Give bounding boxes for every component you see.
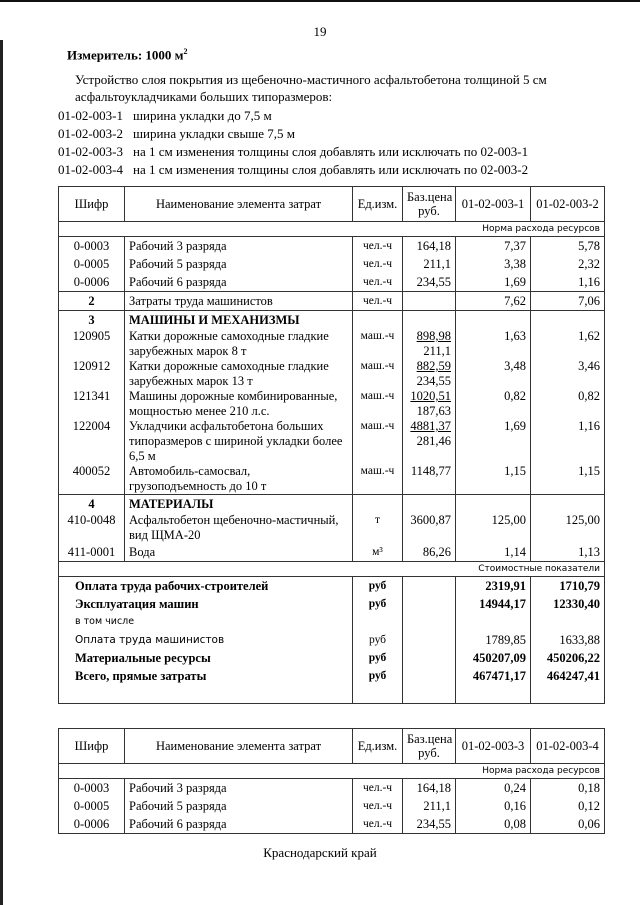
- cost-row: [59, 577, 605, 596]
- row-price: [403, 359, 456, 389]
- row-unit: чел.-ч: [353, 273, 403, 292]
- row-code: 0-0005: [59, 255, 125, 273]
- row-name: Рабочий 5 разряда: [125, 255, 353, 273]
- row-code: 400052: [59, 464, 125, 495]
- col-unit: Ед.изм.: [353, 729, 403, 764]
- table-row: [59, 273, 605, 292]
- row-v1: 1,15: [456, 464, 531, 495]
- row-v1: 3,48: [456, 359, 531, 389]
- row-unit: м³: [353, 543, 403, 562]
- col-price: Баз.цена руб.: [403, 187, 456, 222]
- price-wage: 187,63: [416, 404, 451, 418]
- row-v2: 1,13: [531, 543, 605, 562]
- table-row: [59, 419, 605, 464]
- col-unit: Ед.изм.: [353, 187, 403, 222]
- row-v1: 0,16: [456, 797, 531, 815]
- cost-name: Оплата труда машинистов: [59, 631, 353, 649]
- cost-v2: 12330,40: [531, 595, 605, 613]
- row-name: Автомобиль-самосвал, грузоподъемность до 10 т: [125, 464, 353, 495]
- row-unit: маш.-ч: [353, 419, 403, 464]
- page-number: 19: [313, 24, 327, 39]
- cost-row: [59, 595, 605, 613]
- row-code: 411-0001: [59, 543, 125, 562]
- row-name: Рабочий 3 разряда: [125, 779, 353, 798]
- row-unit: чел.-ч: [353, 815, 403, 834]
- row-name: Асфальтобетон щебеночно-мастичный, вид ЩМА-20: [125, 513, 353, 543]
- row-code: 0-0003: [59, 779, 125, 798]
- col-v2: 01-02-003-4: [531, 729, 605, 764]
- cost-unit: руб: [353, 649, 403, 667]
- cost-row: [59, 667, 605, 685]
- table-row: [59, 389, 605, 419]
- cost-name: Всего, прямые затраты: [59, 667, 353, 685]
- cost-unit: руб: [353, 667, 403, 685]
- cost-name: Материальные ресурсы: [59, 649, 353, 667]
- row-unit: чел.-ч: [353, 237, 403, 256]
- col-v2: 01-02-003-2: [531, 187, 605, 222]
- row-code: 0-0006: [59, 273, 125, 292]
- row-v2: 1,16: [531, 419, 605, 464]
- table-end-row: [59, 685, 605, 704]
- row-code: 120912: [59, 359, 125, 389]
- row-name: Рабочий 6 разряда: [125, 273, 353, 292]
- cost-v1: 450207,09: [456, 649, 531, 667]
- row-v2: 1,16: [531, 273, 605, 292]
- cost-name: Эксплуатация машин: [59, 595, 353, 613]
- row-code: 0-0003: [59, 237, 125, 256]
- cost-v1: 467471,17: [456, 667, 531, 685]
- table-row: [59, 237, 605, 256]
- row-price: 3600,87: [403, 513, 456, 543]
- table-row: [59, 464, 605, 495]
- code: 01-02-003-2: [58, 126, 123, 141]
- row-unit: маш.-ч: [353, 464, 403, 495]
- row-v1: 1,14: [456, 543, 531, 562]
- work-description: Устройство слоя покрытия из щебеночно-мастичного асфальтобетона толщиной 5 см асфальтоукладчиками больших типоразмеров:: [75, 72, 547, 104]
- row-price: 211,1: [403, 255, 456, 273]
- page-footer-region: Краснодарский край: [263, 845, 377, 860]
- code-item: [58, 143, 528, 161]
- row-price: 1148,77: [403, 464, 456, 495]
- price-main: 4881,37: [410, 419, 451, 433]
- cost-row: [59, 631, 605, 649]
- code-text: на 1 см изменения толщины слоя добавлять или исключать по 02-003-2: [133, 162, 529, 177]
- row-unit: чел.-ч: [353, 797, 403, 815]
- col-name: Наименование элемента затрат: [125, 187, 353, 222]
- row-v1: 1,69: [456, 273, 531, 292]
- norm-label: Норма расхода ресурсов: [59, 222, 605, 237]
- code-list: [58, 107, 528, 179]
- section-code: 3: [59, 311, 125, 330]
- row-price: [403, 419, 456, 464]
- table-row: [59, 779, 605, 798]
- price-wage: 234,55: [416, 374, 451, 388]
- row-v1: 125,00: [456, 513, 531, 543]
- row-name: Катки дорожные самоходные гладкие зарубежных марок 13 т: [125, 359, 353, 389]
- table-row: [59, 543, 605, 562]
- scan-edge-left: [0, 40, 3, 905]
- row-price: 164,18: [403, 237, 456, 256]
- row-v1: 0,08: [456, 815, 531, 834]
- row-v2: 1,15: [531, 464, 605, 495]
- code-item: [58, 125, 528, 143]
- row-v2: 1,62: [531, 329, 605, 359]
- row-unit: маш.-ч: [353, 329, 403, 359]
- cost-v1: 14944,17: [456, 595, 531, 613]
- section-title: МАШИНЫ И МЕХАНИЗМЫ: [125, 311, 353, 330]
- row-price: 234,55: [403, 273, 456, 292]
- code-item: [58, 161, 528, 179]
- row-name: Укладчики асфальтобетона больших типоразмеров с шириной укладки более 6,5 м: [125, 419, 353, 464]
- col-price: Баз.цена руб.: [403, 729, 456, 764]
- row-name: Рабочий 5 разряда: [125, 797, 353, 815]
- price-wage: 281,46: [416, 434, 451, 448]
- code-text: ширина укладки свыше 7,5 м: [133, 126, 296, 141]
- row-v2: 0,18: [531, 779, 605, 798]
- section-code: 4: [59, 495, 125, 514]
- section-row-machines: [59, 311, 605, 330]
- machinist-row: [59, 292, 605, 311]
- row-price: 86,26: [403, 543, 456, 562]
- cost-unit: руб: [353, 595, 403, 613]
- row-v2: 125,00: [531, 513, 605, 543]
- table-header: [59, 729, 605, 764]
- measure-sup: 2: [183, 47, 188, 56]
- row-code: 0-0005: [59, 797, 125, 815]
- row-unit: т: [353, 513, 403, 543]
- cost-unit: руб: [353, 577, 403, 596]
- scan-edge-top: [0, 0, 640, 2]
- row-price: 211,1: [403, 797, 456, 815]
- code-text: ширина укладки до 7,5 м: [133, 108, 272, 123]
- row-v1: 7,62: [456, 292, 531, 311]
- price-main: 1020,51: [410, 389, 451, 403]
- cost-name: в том числе: [59, 613, 353, 631]
- col-code: Шифр: [59, 729, 125, 764]
- row-code: 0-0006: [59, 815, 125, 834]
- resource-table-2: [58, 728, 605, 834]
- row-price: 164,18: [403, 779, 456, 798]
- price-main: 898,98: [416, 329, 451, 343]
- row-unit: маш.-ч: [353, 359, 403, 389]
- row-name: Машины дорожные комбинированные, мощностью менее 210 л.с.: [125, 389, 353, 419]
- row-unit: чел.-ч: [353, 255, 403, 273]
- code: 01-02-003-1: [58, 108, 123, 123]
- code-text: на 1 см изменения толщины слоя добавлять или исключать по 02-003-1: [133, 144, 529, 159]
- cost-row: [59, 613, 605, 631]
- cost-v2: 464247,41: [531, 667, 605, 685]
- row-v2: 7,06: [531, 292, 605, 311]
- row-v1: 1,63: [456, 329, 531, 359]
- row-price: 234,55: [403, 815, 456, 834]
- cost-v2: 1710,79: [531, 577, 605, 596]
- row-code: 122004: [59, 419, 125, 464]
- row-v2: 3,46: [531, 359, 605, 389]
- table-row: [59, 815, 605, 834]
- cost-row: [59, 649, 605, 667]
- row-name: Вода: [125, 543, 353, 562]
- row-name: Затраты труда машинистов: [125, 292, 353, 311]
- cost-v1: 1789,85: [456, 631, 531, 649]
- row-v2: 0,06: [531, 815, 605, 834]
- col-v1: 01-02-003-3: [456, 729, 531, 764]
- section-title: МАТЕРИАЛЫ: [125, 495, 353, 514]
- row-code: 410-0048: [59, 513, 125, 543]
- table-row: [59, 359, 605, 389]
- row-name: Катки дорожные самоходные гладкие зарубежных марок 8 т: [125, 329, 353, 359]
- code-item: [58, 107, 528, 125]
- row-v2: 2,32: [531, 255, 605, 273]
- norm-row: [59, 222, 605, 237]
- row-price: [403, 389, 456, 419]
- row-code: 2: [59, 292, 125, 311]
- cost-label: Стоимостные показатели: [59, 562, 605, 577]
- measure-label: Измеритель: 1000 м: [67, 47, 184, 63]
- row-v2: 0,82: [531, 389, 605, 419]
- table-row: [59, 513, 605, 543]
- cost-v2: 450206,22: [531, 649, 605, 667]
- row-price: [403, 329, 456, 359]
- cost-v2: 1633,88: [531, 631, 605, 649]
- code: 01-02-003-4: [58, 162, 123, 177]
- table-header: [59, 187, 605, 222]
- row-unit: чел.-ч: [353, 292, 403, 311]
- row-v1: 3,38: [456, 255, 531, 273]
- norm-row: [59, 764, 605, 779]
- resource-table-1: [58, 186, 605, 704]
- cost-name: Оплата труда рабочих-строителей: [59, 577, 353, 596]
- measure-heading: [67, 47, 188, 63]
- price-wage: 211,1: [423, 344, 451, 358]
- section-row-materials: [59, 495, 605, 514]
- row-price: [403, 292, 456, 311]
- row-name: Рабочий 6 разряда: [125, 815, 353, 834]
- table-row: [59, 329, 605, 359]
- row-unit: маш.-ч: [353, 389, 403, 419]
- table-row: [59, 797, 605, 815]
- col-v1: 01-02-003-1: [456, 187, 531, 222]
- row-v1: 7,37: [456, 237, 531, 256]
- row-name: Рабочий 3 разряда: [125, 237, 353, 256]
- col-name: Наименование элемента затрат: [125, 729, 353, 764]
- cost-v1: 2319,91: [456, 577, 531, 596]
- table-row: [59, 255, 605, 273]
- row-v2: 0,12: [531, 797, 605, 815]
- row-code: 120905: [59, 329, 125, 359]
- code: 01-02-003-3: [58, 144, 123, 159]
- cost-label-row: [59, 562, 605, 577]
- norm-label: Норма расхода ресурсов: [59, 764, 605, 779]
- cost-unit: руб: [353, 631, 403, 649]
- row-v2: 5,78: [531, 237, 605, 256]
- row-v1: 0,82: [456, 389, 531, 419]
- row-code: 121341: [59, 389, 125, 419]
- row-v1: 0,24: [456, 779, 531, 798]
- row-unit: чел.-ч: [353, 779, 403, 798]
- row-v1: 1,69: [456, 419, 531, 464]
- col-code: Шифр: [59, 187, 125, 222]
- price-main: 882,59: [416, 359, 451, 373]
